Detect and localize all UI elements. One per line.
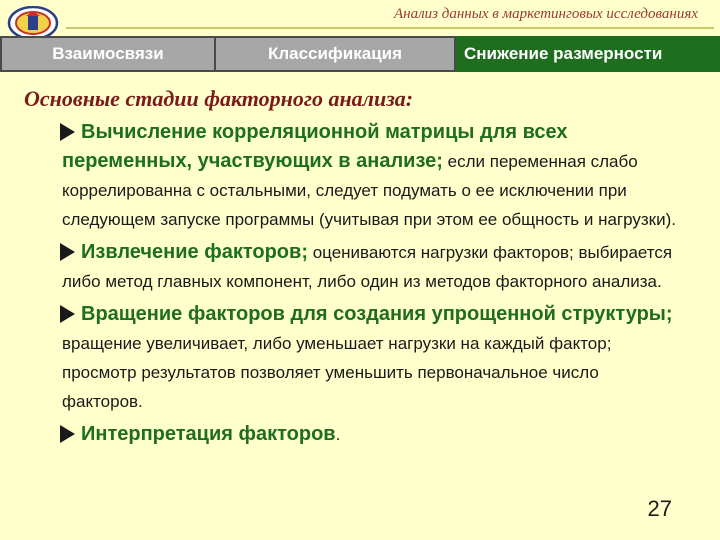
arrow-bullet-icon [60,305,75,323]
item-text: оцениваются нагрузки факторов; выбирается либо метод главных компонент, либо один из методов факторного анализа. [62,243,673,291]
item-heading: Извлечение факторов; [81,241,308,263]
list-item [62,118,682,234]
arrow-bullet-icon [60,123,75,141]
list-item [62,420,682,449]
tab-bar [0,36,720,72]
presentation-title: Анализ данных в маркетинговых исследованиях [393,6,698,22]
item-heading: Вычисление корреляционной матрицы для всех переменных, участвующих в анализе; [62,121,568,172]
tab-relationships[interactable]: Взаимосвязи [0,36,216,72]
item-text: если переменная слабо коррелированна с остальными, следует подумать о ее исключении при следующем запуске программы (учитывая при этом ее общность и нагрузки). [62,152,676,229]
arrow-bullet-icon [60,243,75,261]
arrow-bullet-icon [60,425,75,443]
list-item [62,238,682,296]
item-heading: Интерпретация факторов [81,423,336,445]
item-text: вращение увеличивает, либо уменьшает нагрузки на каждый фактор; просмотр результатов позволяет уменьшить первоначальное число факторов. [62,334,612,411]
university-logo [6,6,60,40]
stage-list [62,118,682,453]
list-item [62,300,682,416]
page-number: 27 [647,496,672,521]
header-divider [66,27,714,29]
item-heading: Вращение факторов для создания упрощенной структуры; [81,303,673,325]
tab-dimensionality-reduction[interactable]: Снижение размерности [456,36,720,72]
item-text: . [335,425,341,444]
slide-title: Основные стадии факторного анализа: [24,86,414,111]
tab-classification[interactable]: Классификация [216,36,456,72]
